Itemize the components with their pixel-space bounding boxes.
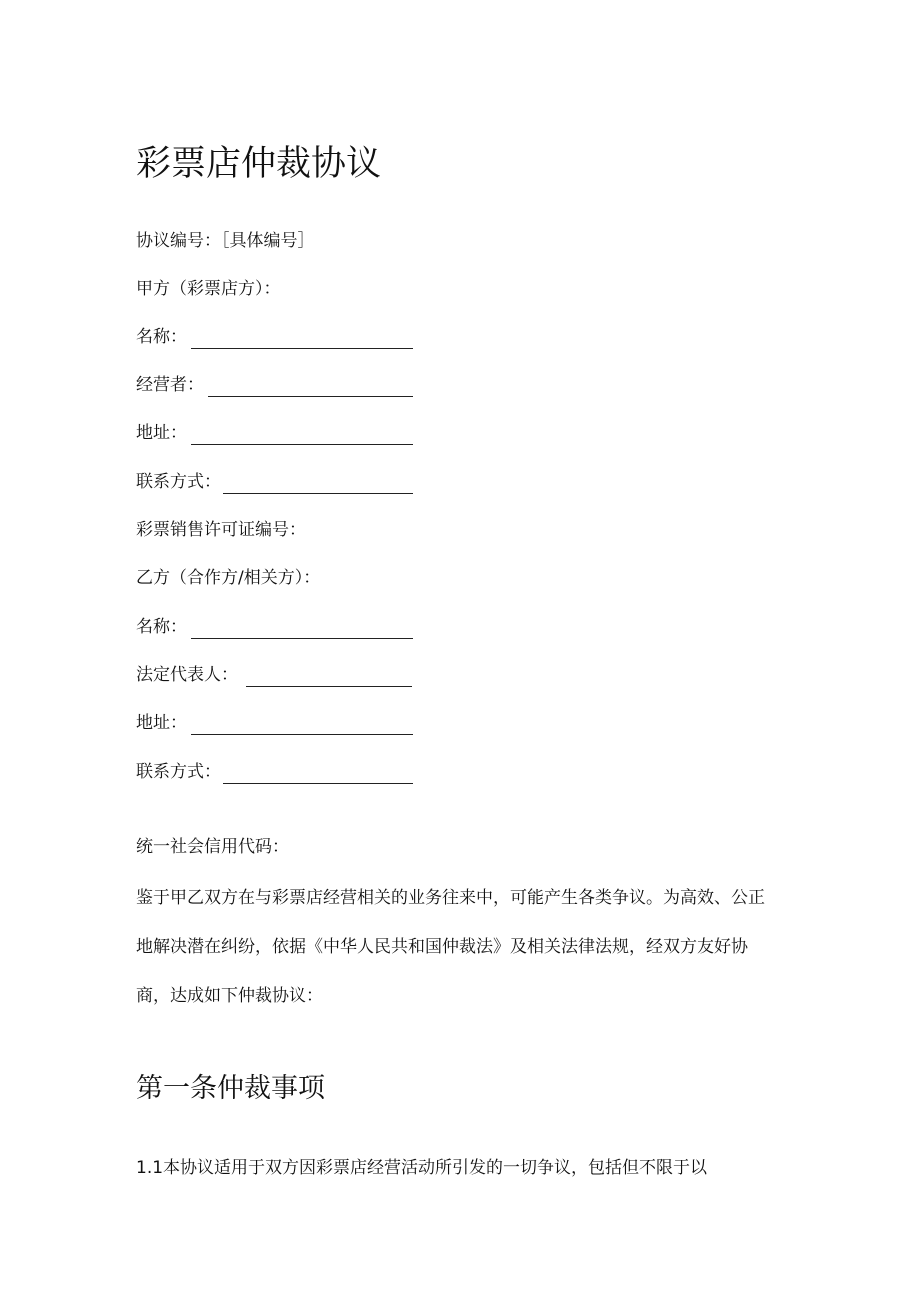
party-b-name-label: 名称：	[136, 617, 187, 637]
section-1-heading: 第一条仲裁事项	[136, 1073, 325, 1104]
party-a-address-blank[interactable]	[191, 424, 413, 445]
party-a-contact-label: 联系方式：	[136, 472, 221, 492]
party-a-name-blank[interactable]	[191, 328, 413, 349]
agreement-number: 协议编号：［具体编号］	[136, 231, 315, 251]
party-b-address-field	[136, 711, 413, 735]
party-a-operator-field	[136, 373, 413, 397]
party-b-address-blank[interactable]	[191, 714, 413, 735]
party-a-address-label: 地址：	[136, 423, 187, 443]
party-a-heading: 甲方（彩票店方）：	[136, 279, 281, 299]
party-b-legal-rep-blank[interactable]	[246, 666, 412, 687]
party-b-contact-blank[interactable]	[223, 763, 413, 784]
party-b-address-label: 地址：	[136, 713, 187, 733]
party-a-name-field	[136, 325, 413, 349]
party-a-operator-label: 经营者：	[136, 375, 204, 395]
preamble-line-2: 地解决潜在纠纷，依据《中华人民共和国仲裁法》及相关法律法规，经双方友好协	[136, 937, 748, 957]
party-b-legal-rep-label: 法定代表人：	[136, 665, 238, 685]
party-a-name-label: 名称：	[136, 327, 187, 347]
preamble-line-3: 商，达成如下仲裁协议：	[136, 986, 323, 1006]
party-b-name-blank[interactable]	[191, 618, 413, 639]
party-b-heading: 乙方（合作方/相关方）：	[136, 568, 321, 588]
document-title: 彩票店仲裁协议	[136, 144, 382, 184]
party-a-address-field	[136, 421, 413, 445]
party-b-credit-code-label: 统一社会信用代码：	[136, 837, 289, 857]
party-b-legal-rep-field	[136, 663, 412, 687]
clause-1-1: 1.1本协议适用于双方因彩票店经营活动所引发的一切争议，包括但不限于以	[136, 1158, 708, 1178]
party-b-contact-field	[136, 760, 413, 784]
party-a-license-label: 彩票销售许可证编号：	[136, 520, 306, 540]
party-a-contact-field	[136, 470, 413, 494]
party-a-contact-blank[interactable]	[223, 473, 413, 494]
preamble-line-1: 鉴于甲乙双方在与彩票店经营相关的业务往来中，可能产生各类争议。为高效、公正	[136, 888, 765, 908]
party-a-operator-blank[interactable]	[208, 376, 413, 397]
party-b-name-field	[136, 615, 413, 639]
party-b-contact-label: 联系方式：	[136, 762, 221, 782]
